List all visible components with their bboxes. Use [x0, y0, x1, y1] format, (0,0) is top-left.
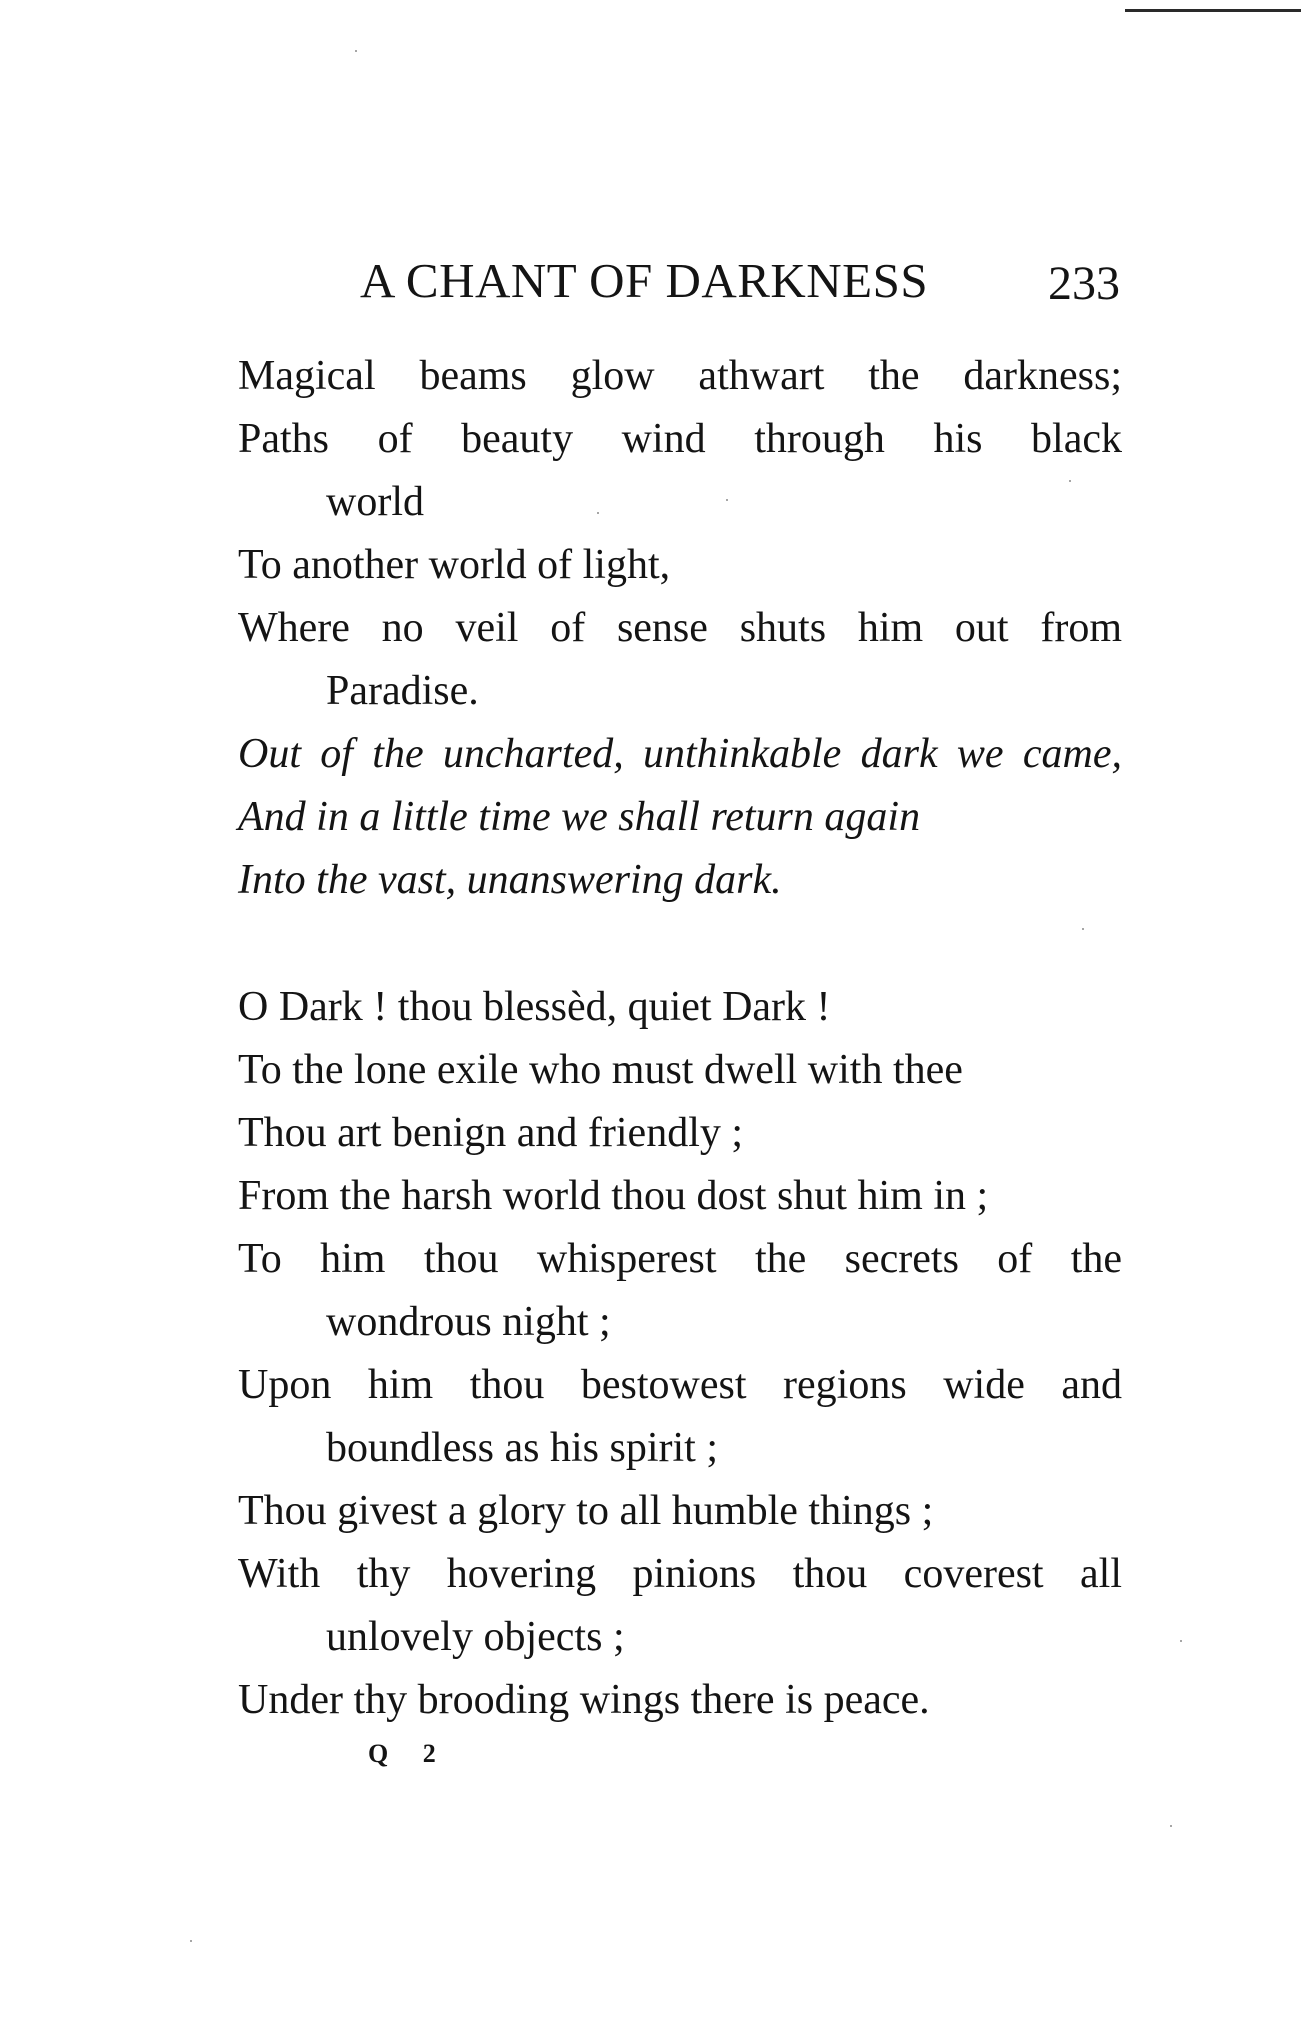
poem-line: Where no veil of sense shuts him out from — [238, 605, 1122, 651]
poem-line: Under thy brooding wings there is peace. — [238, 1677, 930, 1723]
poem-line-continuation: wondrous night ; — [326, 1299, 611, 1345]
paper-speck — [726, 499, 728, 501]
paper-speck — [355, 50, 357, 52]
poem-line: Thou art benign and friendly ; — [238, 1110, 744, 1156]
poem-line: To another world of light, — [238, 542, 671, 588]
paper-speck — [1069, 480, 1071, 482]
top-corner-rule — [1125, 9, 1301, 12]
paper-speck — [1082, 928, 1084, 930]
poem-line: To the lone exile who must dwell with thee — [238, 1047, 963, 1093]
paper-speck — [190, 1940, 192, 1942]
page-header — [360, 252, 1120, 322]
poem-line: From the harsh world thou dost shut him in ; — [238, 1173, 989, 1219]
poem-line: Upon him thou bestowest regions wide and — [238, 1362, 1122, 1408]
poem-line: Paths of beauty wind through his black — [238, 416, 1122, 462]
poem-line: With thy hovering pinions thou coverest all — [238, 1551, 1122, 1597]
stanza-break — [238, 912, 1122, 976]
paper-speck — [597, 512, 599, 514]
poem-line: O Dark ! thou blessèd, quiet Dark ! — [238, 984, 831, 1030]
poem-line-italic: And in a little time we shall return again — [238, 794, 921, 840]
poem-line-continuation: world — [326, 479, 424, 525]
poem-line: Thou givest a glory to all humble things ; — [238, 1488, 934, 1534]
poem-line-continuation: Paradise. — [326, 668, 479, 714]
page-number: 233 — [1048, 257, 1120, 310]
poem-body — [238, 345, 1122, 1732]
poem-line-continuation: unlovely objects ; — [326, 1614, 625, 1660]
paper-speck — [1170, 1825, 1172, 1827]
poem-line: To him thou whisperest the secrets of the — [238, 1236, 1122, 1282]
poem-line-italic: Out of the uncharted, unthinkable dark we came, — [238, 731, 1122, 777]
signature-mark: Q 2 — [368, 1739, 450, 1768]
poem-line-italic: Into the vast, unanswering dark. — [238, 857, 782, 903]
poem-line: Magical beams glow athwart the darkness; — [238, 353, 1122, 399]
paper-speck — [1180, 1640, 1182, 1642]
poem-line-continuation: boundless as his spirit ; — [326, 1425, 719, 1471]
running-title: A CHANT OF DARKNESS — [360, 253, 929, 308]
